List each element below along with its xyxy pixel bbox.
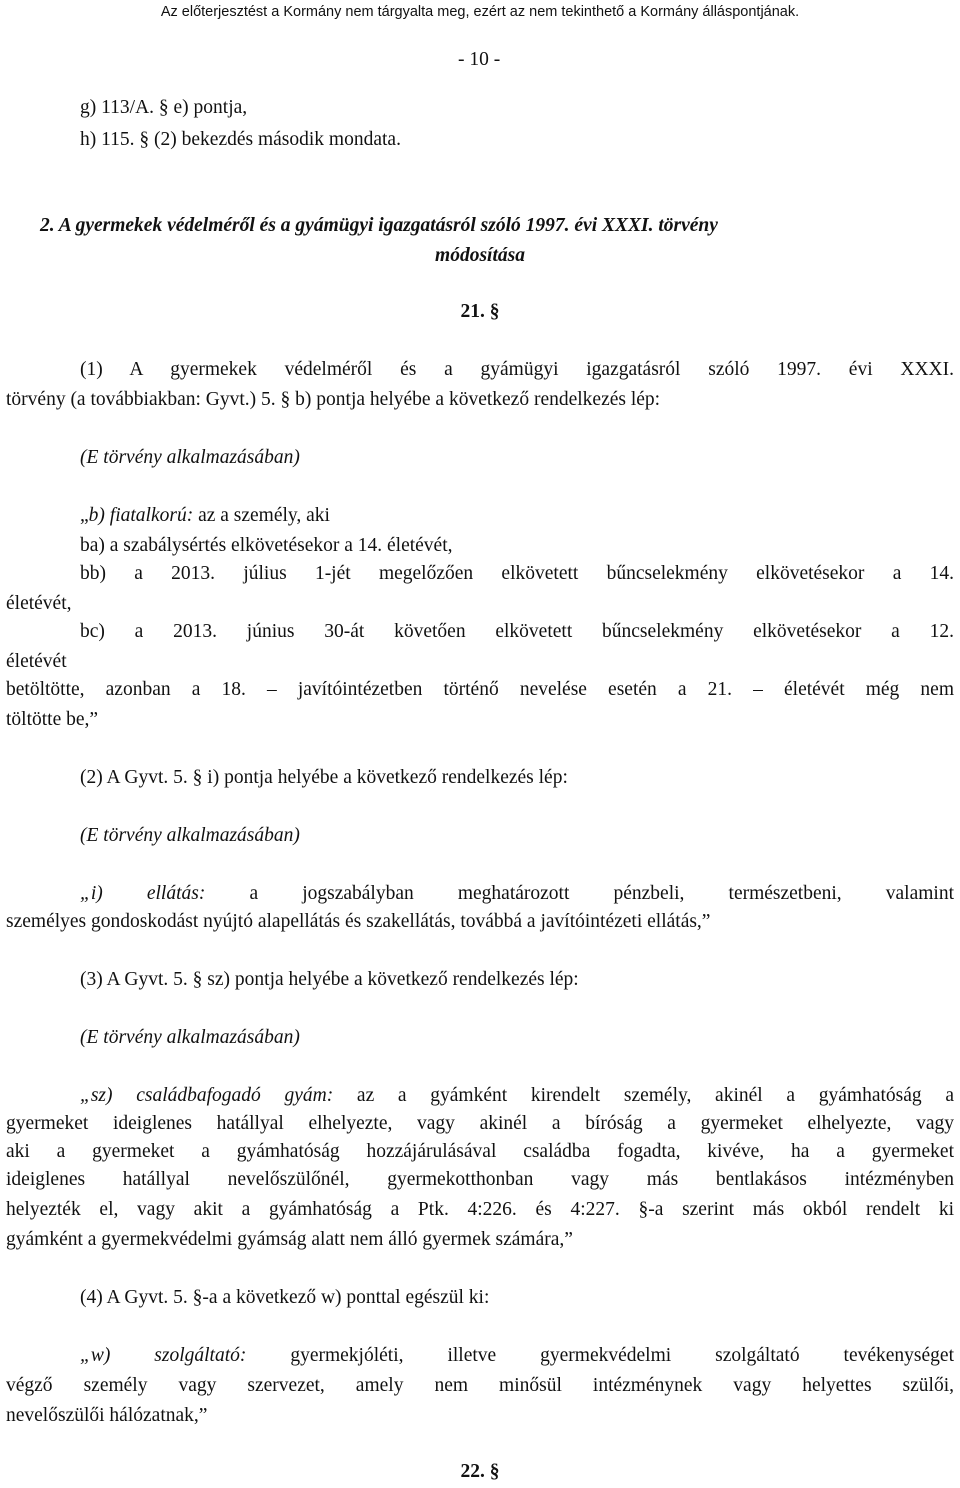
bc-line3: betöltötte, azonban a 18. – javítóintézetben történő nevelése esetén a 21. – életévét még nem bbox=[6, 679, 954, 700]
p1-line1: (1) A gyermekek védelméről és a gyámügyi igazgatásról szóló 1997. évi XXXI. bbox=[80, 359, 954, 380]
intro-3: (E törvény alkalmazásában) bbox=[80, 1027, 300, 1048]
item-g: g) 113/A. § e) pontja, bbox=[80, 97, 248, 118]
item-h: h) 115. § (2) bekezdés második mondata. bbox=[80, 129, 401, 150]
sz-rest: az a gyámként kirendelt személy, akinél a gyámhatóság a bbox=[333, 1085, 954, 1106]
intro-2: (E törvény alkalmazásában) bbox=[80, 825, 300, 846]
sz-line6: gyámként a gyermekvédelmi gyámság alatt nem álló gyermek számára,” bbox=[6, 1229, 573, 1250]
p4: (4) A Gyvt. 5. §-a a következő w) ponttal egészül ki: bbox=[80, 1287, 490, 1308]
sz-line1 bbox=[80, 1084, 954, 1108]
section-title-line2: módosítása bbox=[435, 245, 525, 266]
b-rest: az a személy, aki bbox=[193, 505, 330, 526]
p3: (3) A Gyvt. 5. § sz) pontja helyébe a következő rendelkezés lép: bbox=[80, 969, 579, 990]
p2: (2) A Gyvt. 5. § i) pontja helyébe a következő rendelkezés lép: bbox=[80, 767, 568, 788]
bc-line1: bc) a 2013. június 30-át követően elkövetett bűncselekmény elkövetésekor a 12. bbox=[80, 621, 954, 642]
bc-line2: életévét bbox=[6, 651, 67, 672]
paragraph-21-heading: 21. § bbox=[460, 301, 500, 322]
ba-item: ba) a szabálysértés elkövetésekor a 14. életévét, bbox=[80, 535, 453, 556]
bb-line2: életévét, bbox=[6, 593, 72, 614]
paragraph-22-heading: 22. § bbox=[460, 1461, 500, 1482]
p1-line2: törvény (a továbbiakban: Gyvt.) 5. § b) pontja helyébe a következő rendelkezés lép: bbox=[6, 389, 661, 410]
b-term: b) fiatalkorú: bbox=[88, 505, 194, 526]
intro-1: (E törvény alkalmazásában) bbox=[80, 447, 300, 468]
i-term: „i) ellátás: bbox=[80, 883, 206, 904]
b-definition bbox=[80, 504, 330, 528]
sz-term: „sz) családbafogadó gyám: bbox=[80, 1085, 334, 1106]
section-title-line1: 2. A gyermekek védelméről és a gyámügyi igazgatásról szóló 1997. évi XXXI. törvény bbox=[40, 215, 718, 236]
sz-line4: ideiglenes hatállyal nevelőszülőnél, gyermekotthonban vagy más bentlakásos intézményben bbox=[6, 1169, 954, 1190]
w-rest: gyermekjóléti, illetve gyermekvédelmi szolgáltató tevékenységet bbox=[246, 1345, 954, 1366]
w-line3: nevelőszülői hálózatnak,” bbox=[6, 1405, 208, 1426]
disclaimer-header: Az előterjesztést a Kormány nem tárgyalta meg, ezért az nem tekinthető a Kormány álláspontjának. bbox=[160, 4, 800, 20]
sz-line2: gyermeket ideiglenes hatállyal elhelyezte, vagy akinél a bíróság a gyermeket elhelyezte, vagy bbox=[6, 1113, 954, 1134]
bc-line4: töltötte be,” bbox=[6, 709, 99, 730]
w-line2: végző személy vagy szervezet, amely nem minősül intézménynek vagy helyettes szülői, bbox=[6, 1375, 954, 1396]
i-line1 bbox=[80, 882, 954, 906]
i-line2: személyes gondoskodást nyújtó alapellátás és szakellátás, továbbá a javítóintézeti ellátás,” bbox=[6, 911, 711, 932]
w-term: „w) szolgáltató: bbox=[80, 1345, 247, 1366]
w-line1 bbox=[80, 1344, 954, 1368]
sz-line3: aki a gyermeket a gyámhatóság hozzájárulásával családba fogadta, kivéve, ha a gyermeket bbox=[6, 1141, 954, 1162]
bb-line1: bb) a 2013. július 1-jét megelőzően elkövetett bűncselekmény elkövetésekor a 14. bbox=[80, 563, 954, 584]
i-rest: a jogszabályban meghatározott pénzbeli, természetbeni, valamint bbox=[205, 883, 955, 904]
b-quote: „ bbox=[80, 505, 89, 526]
page-number: - 10 - bbox=[458, 49, 501, 70]
sz-line5: helyezték el, vagy akit a gyámhatóság a Ptk. 4:226. és 4:227. §-a szerint más okból rendelt ki bbox=[6, 1199, 954, 1220]
